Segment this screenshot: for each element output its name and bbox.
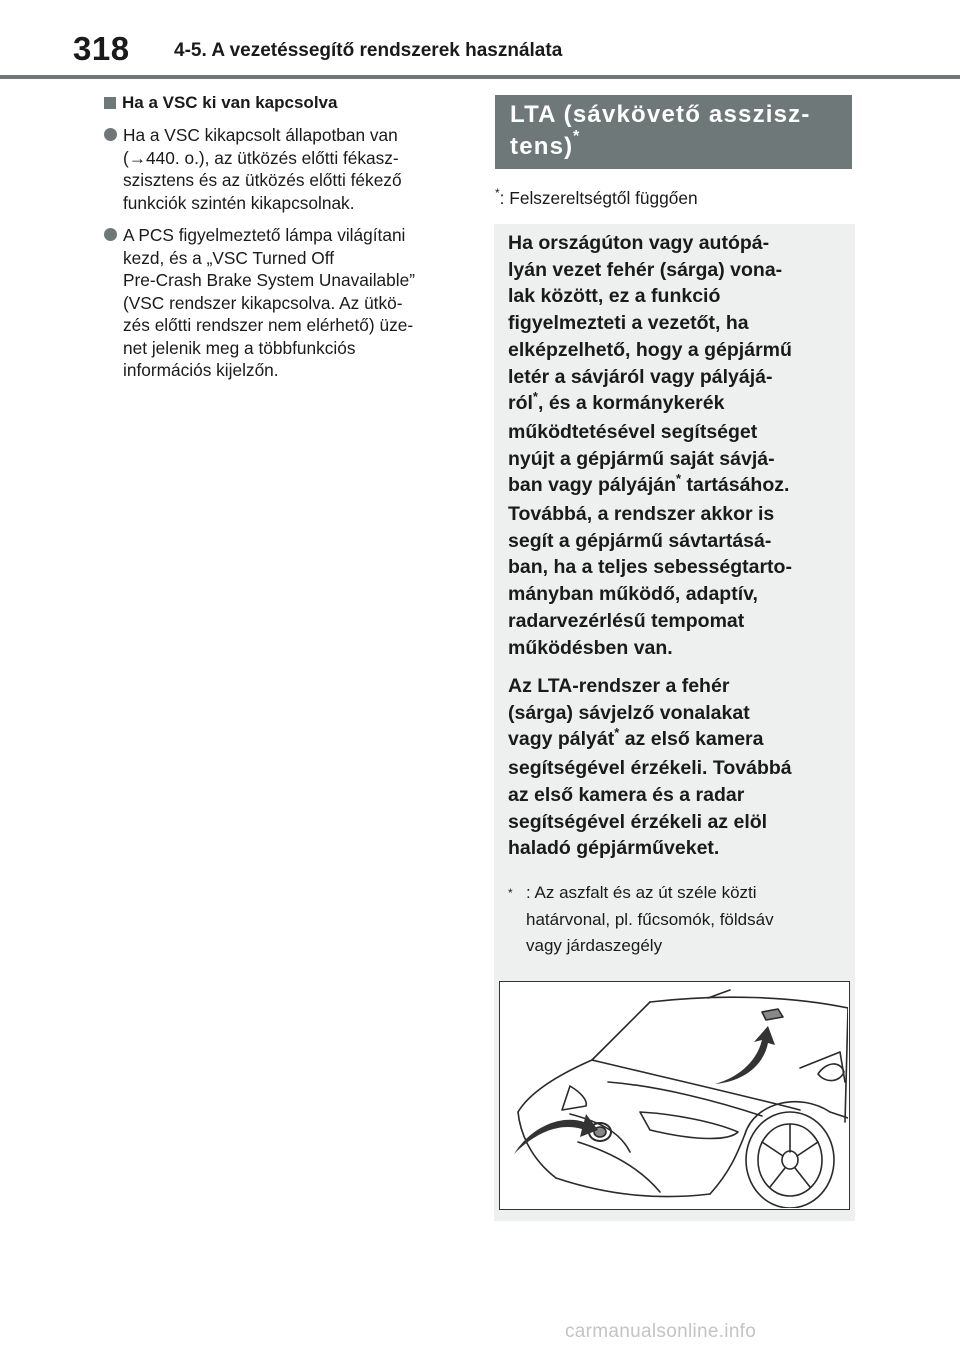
asterisk: * <box>676 471 682 487</box>
bullet-item <box>104 124 464 214</box>
lta-detection-part: Az LTA-rendszer a fehér (sárga) sávjelző vonalakat vagy pályát <box>508 675 750 751</box>
square-bullet-icon <box>104 97 116 109</box>
left-column <box>104 92 464 382</box>
page-header <box>0 0 960 80</box>
lta-section-banner <box>495 95 852 169</box>
car-front-camera-radar-illustration <box>499 981 850 1210</box>
lta-detection-description <box>508 673 843 862</box>
section-title: 4-5. A vezetéssegítő rendszerek használata <box>174 40 563 61</box>
round-bullet-icon <box>104 128 117 141</box>
asterisk: * <box>614 725 620 741</box>
vsc-off-heading-text: Ha a VSC ki van kapcsolva <box>122 93 338 112</box>
header-divider <box>0 75 960 79</box>
box-footnote <box>508 880 838 960</box>
footnote-text: : Felszereltségtől függően <box>499 187 698 208</box>
watermark: carmanualsonline.info <box>565 1321 757 1342</box>
footnote-asterisk: * <box>495 186 500 200</box>
asterisk: * <box>532 389 538 405</box>
box-footnote-mark <box>508 880 513 912</box>
footnote-asterisk: * <box>508 886 513 900</box>
lta-description <box>508 230 843 661</box>
vsc-off-heading <box>104 92 464 114</box>
lta-title-asterisk: * <box>573 128 580 145</box>
bullet-text: Ha a VSC kikapcsolt állapotban van (→440. o.), az ütközés előtti fékasz- szisztens és az ütközés előtti fékező funkciók szintén kikapcsolnak. <box>123 125 402 213</box>
lta-title: LTA (sávkövető asszisz- tens) <box>510 101 811 160</box>
round-bullet-icon <box>104 228 117 241</box>
bullet-item <box>104 224 464 382</box>
lta-info-box <box>494 224 855 1221</box>
page-number: 318 <box>73 30 130 67</box>
lta-description-part: tartásához. Továbbá, a rendszer akkor is segít a gépjármű sávtartásá- ban, ha a teljes sebességtarto- mányban működő, adaptív, radarvezérlésű tempomat működésben van. <box>508 474 792 659</box>
lta-description-part: Ha országúton vagy autópá- lyán vezet fehér (sárga) vona- lak között, ez a funkció figyelmezteti a vezetőt, ha elképzelhető, hogy a gépjármű letér a sávjáról vagy pályájá- ról <box>508 232 792 415</box>
lta-description-part: , és a kormánykerék működtetésével segítséget nyújt a gépjármű saját sávjá- ban vagy pályáján <box>508 392 775 497</box>
car-illustration-svg <box>500 982 848 1208</box>
box-footnote-text: : Az aszfalt és az út széle közti határvonal, pl. fűcsomók, földsáv vagy járdaszegély <box>526 883 774 955</box>
lta-footnote <box>495 186 698 209</box>
lta-detection-part: az első kamera segítségével érzékeli. Továbbá az első kamera és a radar segítségével érzékeli az elöl haladó gépjárműveket. <box>508 728 792 860</box>
bullet-text: A PCS figyelmeztető lámpa világítani kezd, és a „VSC Turned Off Pre-Crash Brake System Unavailable” (VSC rendszer kikapcsolva. Az ütkö- zés előtti rendszer nem elérhető) üze- net jelenik meg a többfunkciós információs kijelzőn. <box>123 225 415 380</box>
